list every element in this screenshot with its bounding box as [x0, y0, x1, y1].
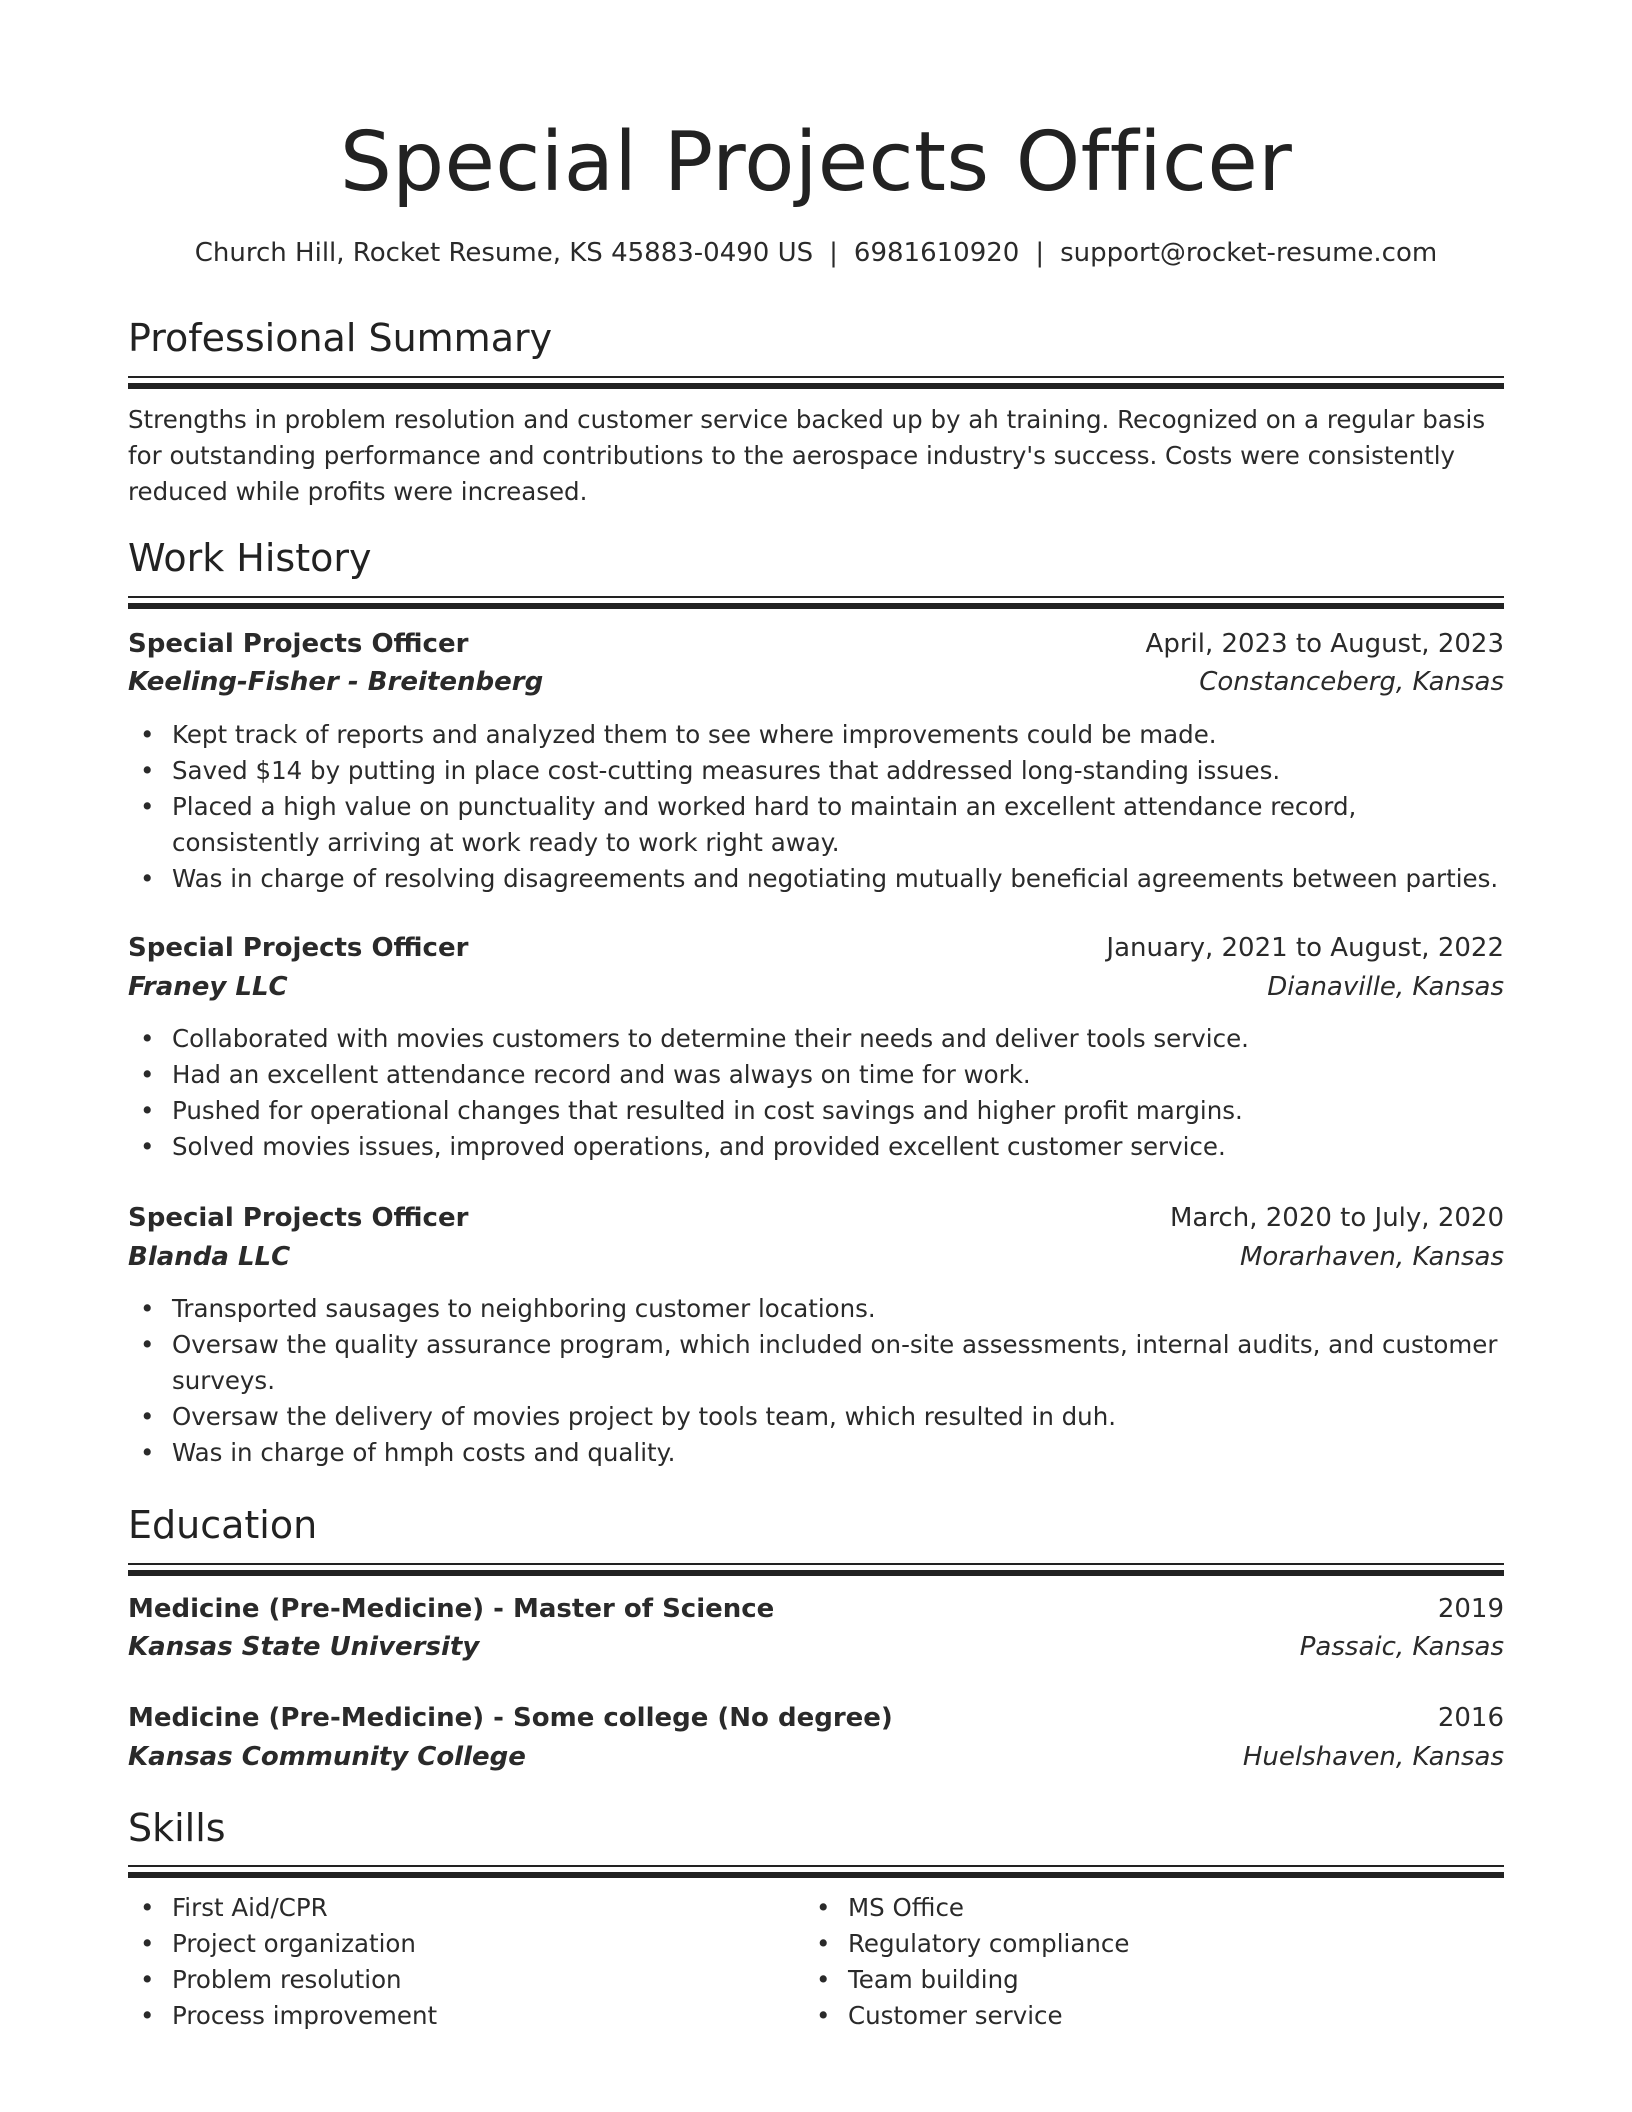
education-subheader: [128, 1629, 1504, 1665]
section-title-education: Education: [128, 1503, 318, 1547]
list-item: • Pushed for operational changes that resulted in cost savings and higher profit margins.: [128, 1093, 1504, 1129]
contact-separator: |: [1035, 238, 1045, 268]
education-school: Kansas State University: [128, 1632, 480, 1662]
education-location: Passaic, Kansas: [1299, 1632, 1504, 1662]
list-item: • Saved $14 by putting in place cost-cutting measures that addressed long-standing issues.: [128, 753, 1504, 789]
skill-item: • Problem resolution: [128, 1962, 788, 1998]
section-rule: [128, 1563, 1504, 1575]
section-title-work: Work History: [128, 536, 372, 580]
job-dates: April, 2023 to August, 2023: [1145, 629, 1504, 659]
job-header: [128, 1200, 1504, 1236]
address: Church Hill, Rocket Resume, KS 45883-0490 US: [194, 238, 814, 268]
job-company: Keeling-Fisher - Breitenberg: [128, 667, 544, 697]
education-year: 2019: [1437, 1594, 1504, 1624]
skill-item: • MS Office: [804, 1890, 1464, 1926]
job-bullets: [128, 717, 1504, 897]
list-item: • Was in charge of hmph costs and quality.: [128, 1435, 1504, 1471]
job-subheader: [128, 664, 1504, 700]
skill-item: • Regulatory compliance: [804, 1926, 1464, 1962]
resume-name-title: Special Projects Officer: [339, 115, 1293, 210]
phone: 6981610920: [853, 238, 1020, 268]
list-item: • Had an excellent attendance record and was always on time for work.: [128, 1057, 1504, 1093]
job-company: Blanda LLC: [128, 1242, 291, 1272]
skills-list-left: [128, 1890, 788, 2034]
job-position: Special Projects Officer: [128, 629, 469, 659]
contact-line: [0, 238, 1632, 268]
job-company: Franey LLC: [128, 972, 288, 1002]
job-header: [128, 930, 1504, 966]
list-item: • Collaborated with movies customers to determine their needs and deliver tools service.: [128, 1021, 1504, 1057]
job-position: Special Projects Officer: [128, 1203, 469, 1233]
skill-item: • First Aid/CPR: [128, 1890, 788, 1926]
list-item: • Transported sausages to neighboring customer locations.: [128, 1291, 1504, 1327]
job-dates: January, 2021 to August, 2022: [1106, 933, 1504, 963]
job-subheader: [128, 969, 1504, 1005]
skill-item: • Process improvement: [128, 1998, 788, 2034]
list-item: • Placed a high value on punctuality and worked hard to maintain an excellent attendance record, consistently arriving at work ready to work right away.: [128, 789, 1504, 861]
education-header: [128, 1591, 1504, 1627]
section-rule: [128, 596, 1504, 608]
education-subheader: [128, 1739, 1504, 1775]
contact-separator: |: [829, 238, 838, 268]
email: support@rocket-resume.com: [1060, 238, 1438, 268]
job-position: Special Projects Officer: [128, 933, 469, 963]
skill-item: • Project organization: [128, 1926, 788, 1962]
education-degree: Medicine (Pre-Medicine) - Some college (No degree): [128, 1703, 893, 1733]
job-location: Dianaville, Kansas: [1267, 972, 1504, 1002]
list-item: • Oversaw the delivery of movies project by tools team, which resulted in duh.: [128, 1399, 1504, 1435]
skills-list-right: [804, 1890, 1464, 2034]
job-location: Constanceberg, Kansas: [1199, 667, 1504, 697]
job-header: [128, 626, 1504, 662]
job-location: Morarhaven, Kansas: [1239, 1242, 1504, 1272]
skill-item: • Customer service: [804, 1998, 1464, 2034]
summary-text: Strengths in problem resolution and customer service backed up by ah training. Recognized on a regular basis for outstanding performance and contributions to the aerospace industry's success. Costs were consistently reduced while profits were increased.: [128, 405, 1486, 506]
education-header: [128, 1700, 1504, 1736]
education-school: Kansas Community College: [128, 1742, 526, 1772]
section-rule: [128, 1865, 1504, 1877]
education-location: Huelshaven, Kansas: [1242, 1742, 1504, 1772]
section-title-skills: Skills: [128, 1806, 226, 1850]
list-item: • Kept track of reports and analyzed them to see where improvements could be made.: [128, 717, 1504, 753]
skill-item: • Team building: [804, 1962, 1464, 1998]
job-bullets: [128, 1291, 1504, 1471]
education-year: 2016: [1437, 1703, 1504, 1733]
education-degree: Medicine (Pre-Medicine) - Master of Science: [128, 1594, 775, 1624]
list-item: • Solved movies issues, improved operations, and provided excellent customer service.: [128, 1129, 1504, 1165]
list-item: • Was in charge of resolving disagreements and negotiating mutually beneficial agreements between parties.: [128, 861, 1504, 897]
section-title-summary: Professional Summary: [128, 316, 553, 360]
job-bullets: [128, 1021, 1504, 1165]
list-item: • Oversaw the quality assurance program, which included on-site assessments, internal audits, and customer surveys.: [128, 1327, 1504, 1399]
job-dates: March, 2020 to July, 2020: [1169, 1203, 1504, 1233]
section-rule: [128, 376, 1504, 388]
job-subheader: [128, 1239, 1504, 1275]
